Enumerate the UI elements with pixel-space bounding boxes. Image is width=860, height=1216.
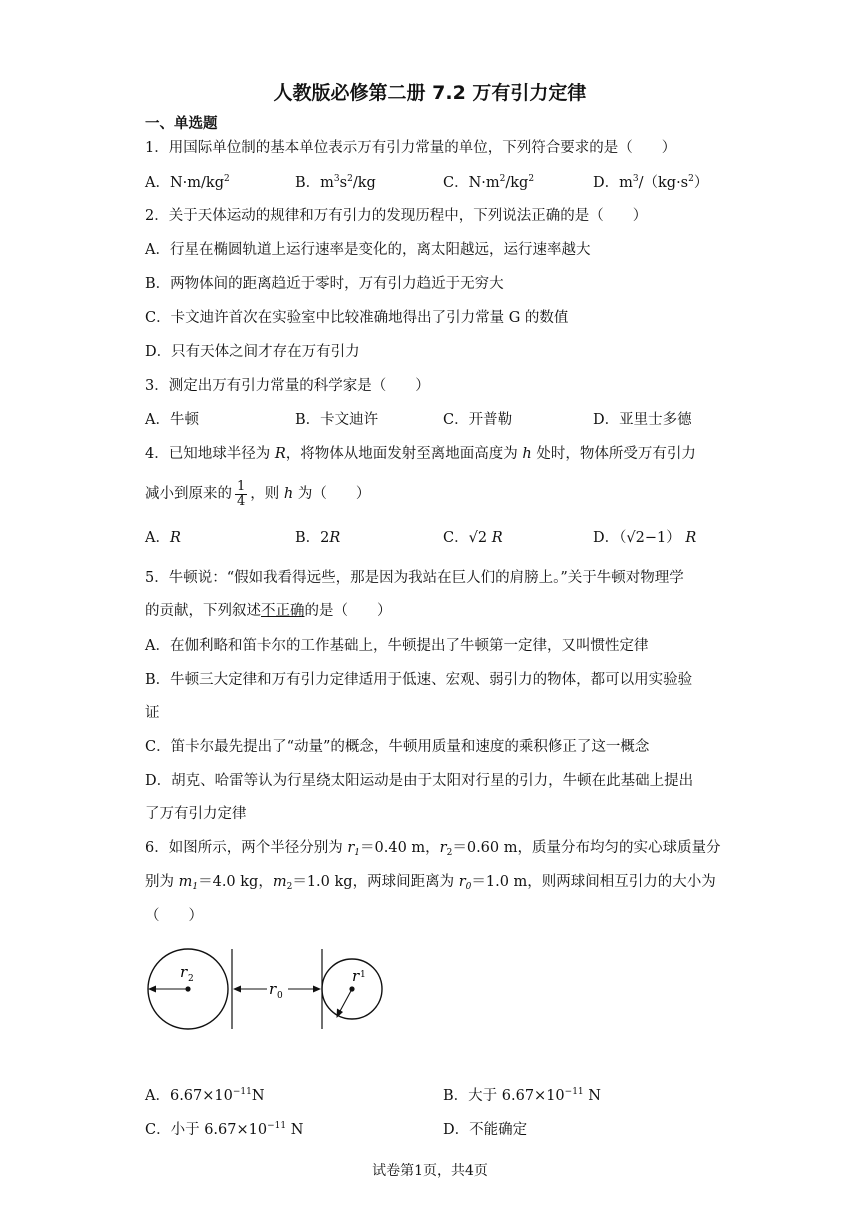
q3-option-d[interactable]: D．亚里士多德 [593,412,692,428]
q6-option-c[interactable]: C．小于 $6.67\times 10^{-11}$ N [145,1121,304,1138]
question-1-stem: 1．用国际单位制的基本单位表示万有引力常量的单位，下列符合要求的是（ ） [145,140,677,156]
section-heading: 一、单选题 [145,116,218,132]
q5-option-b[interactable]: B．牛顿三大定律和万有引力定律适用于低速、宏观、弱引力的物体，都可以用实验验 [145,672,693,688]
q1-option-d[interactable]: D．$m^3/(kg\cdot s^2)$ [593,174,709,191]
q2-option-a[interactable]: A．行星在椭圆轨道上运行速率是变化的，离太阳越远，运行速率越大 [145,242,591,258]
q5-option-b-cont: 证 [145,705,160,721]
arrowhead-icon [313,986,321,993]
question-4-stem: 4．已知地球半径为 R，将物体从地面发射至离地面高度为 h 处时，物体所受万有引力 [145,446,696,462]
fraction-one-quarter: $\frac{1}{4}$ [237,478,246,509]
q6-option-a[interactable]: A．$6.67\times 10^{-11}N$ [145,1087,265,1104]
q3-option-c[interactable]: C．开普勒 [443,412,513,428]
q1-option-b[interactable]: B．$m^3s^2/kg$ [295,174,376,191]
two-spheres-figure [140,945,400,1035]
question-5-stem-line2: 的贡献，下列叙述不正确的是（ ） [145,603,392,619]
q2-option-d[interactable]: D．只有天体之间才存在万有引力 [145,344,360,360]
q5-option-a[interactable]: A．在伽利略和笛卡尔的工作基础上，牛顿提出了牛顿第一定律，又叫惯性定律 [145,638,649,654]
q1-option-a[interactable]: A．$N\cdot m/kg^2$ [145,174,230,191]
arrowhead-icon [148,986,156,993]
svg-text:1: 1 [360,970,366,980]
q3-option-a[interactable]: A．牛顿 [145,412,199,428]
arrowhead-icon [233,986,241,993]
question-3-stem: 3．测定出万有引力常量的科学家是（ ） [145,378,430,394]
label-r0: r [269,980,277,998]
question-6-stem-line2: 别为 $m_1=4.0$ kg，$m_2=1.0$ kg，两球间距离为 $r_0=1.0$ m，则两球间相互引力的大小为 [145,874,716,892]
question-5-stem: 5．牛顿说：“假如我看得远些，那是因为我站在巨人们的肩膀上。”关于牛顿对物理学 [145,570,684,586]
question-6-stem-line3: （ ） [145,908,203,924]
label-r1: r [352,967,360,985]
question-6-stem: 6．如图所示，两个半径分别为 $r_1=0.40$ m，$r_2=0.60$ m，质量分布均匀的实心球质量分 [145,840,721,858]
q5-option-d[interactable]: D．胡克、哈雷等认为行星绕太阳运动是由于太阳对行星的引力，牛顿在此基础上提出 [145,773,694,789]
question-4-stem-line2: 减小到原来的 $\frac{1}{4}$ ，则 h 为（ ） [145,478,371,509]
question-2-stem: 2．关于天体运动的规律和万有引力的发现历程中，下列说法正确的是（ ） [145,208,648,224]
svg-text:2: 2 [188,974,194,984]
q6-option-b[interactable]: B．大于 $6.67\times 10^{-11}$ N [443,1087,601,1104]
q1-option-c[interactable]: C．$N\cdot m^2/kg^2$ [443,174,535,191]
q2-option-c[interactable]: C．卡文迪许首次在实验室中比较准确地得出了引力常量 G 的数值 [145,310,569,326]
label-r2: r [180,963,188,981]
q3-option-b[interactable]: B．卡文迪许 [295,412,379,428]
q4-option-c[interactable]: C．√2 R [443,530,503,546]
q4-option-d[interactable]: D．（√2−1） R [593,530,697,546]
page-footer: 试卷第1页，共4页 [372,1163,488,1179]
q4-option-b[interactable]: B．2R [295,530,341,546]
svg-text:0: 0 [277,991,283,1001]
q5-option-c[interactable]: C．笛卡尔最先提出了“动量”的概念，牛顿用质量和速度的乘积修正了这一概念 [145,739,650,755]
q6-option-d[interactable]: D．不能确定 [443,1122,528,1138]
q2-option-b[interactable]: B．两物体间的距离趋近于零时，万有引力趋近于无穷大 [145,276,504,292]
page-title: 人教版必修第二册 7.2 万有引力定律 [273,82,587,104]
q4-option-a[interactable]: A．R [145,530,181,546]
q5-option-d-cont: 了万有引力定律 [145,806,247,822]
